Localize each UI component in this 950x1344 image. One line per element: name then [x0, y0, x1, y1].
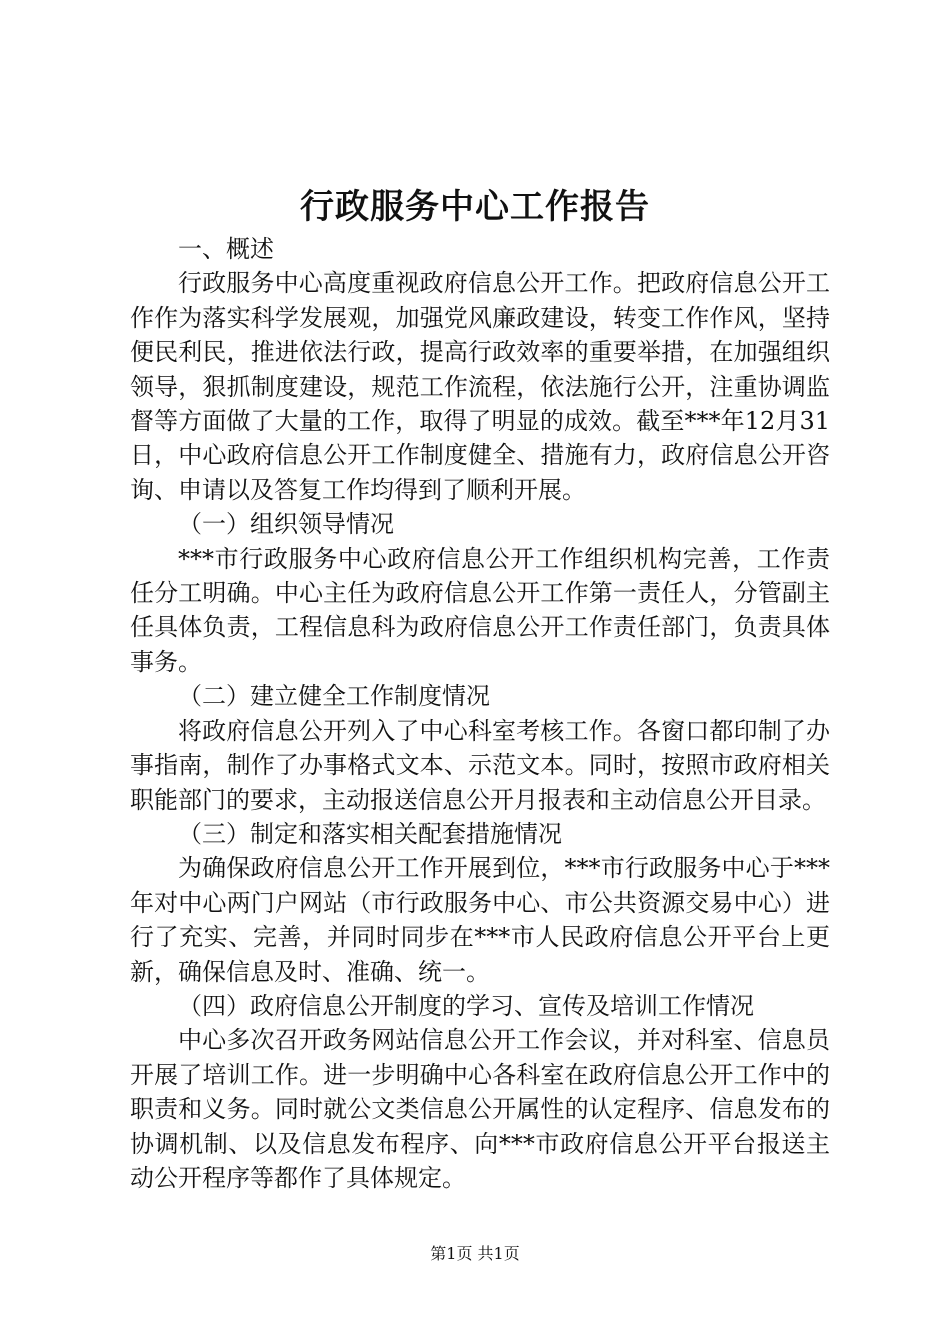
section-heading-organization: （一）组织领导情况 [178, 510, 394, 539]
paragraph-organization: ***市行政服务中心政府信息公开工作组织机构完善，工作责任分工明确。中心主任为政府信息公开工作第一责任人，分管副主任具体负责，工程信息科为政府信息公开工作责任部门，负责具体事务。 [130, 544, 830, 676]
section-heading-overview: 一、概述 [178, 235, 274, 263]
paragraph-measures: 为确保政府信息公开工作开展到位，***市行政服务中心于***年对中心两门户网站（市行政服务中心、市公共资源交易中心）进行了充实、完善，并同时同步在***市人民政府信息公开平台上更新，确保信息及时、准确、统一。 [130, 854, 830, 986]
section-heading-measures: （三）制定和落实相关配套措施情况 [178, 819, 562, 848]
document-title: 行政服务中心工作报告 [300, 187, 650, 227]
paragraph-overview: 行政服务中心高度重视政府信息公开工作。把政府信息公开工作作为落实科学发展观，加强党风廉政建设，转变工作作风，坚持便民利民，推进依法行政，提高行政效率的重要举措，在加强组织领导，狠抓制度建设，规范工作流程，依法施行公开，注重协调监督等方面做了大量的工作，取得了明显的成效。截至***年12月31日，中心政府信息公开工作制度健全、措施有力，政府信息公开咨询、申请以及答复工作均得到了顺利开展。 [130, 269, 830, 504]
section-heading-system: （二）建立健全工作制度情况 [178, 682, 490, 711]
paragraph-training: 中心多次召开政务网站信息公开工作会议，并对科室、信息员开展了培训工作。进一步明确中心各科室在政府信息公开工作中的职责和义务。同时就公文类信息公开属性的认定程序、信息发布的协调机制、以及信息发布程序、向***市政府信息公开平台报送主动公开程序等都作了具体规定。 [130, 1026, 830, 1192]
section-heading-training: （四）政府信息公开制度的学习、宣传及培训工作情况 [178, 991, 754, 1020]
page-number-footer: 第1页 共1页 [430, 1244, 520, 1263]
document-body [130, 232, 830, 1195]
paragraph-system: 将政府信息公开列入了中心科室考核工作。各窗口都印制了办事指南，制作了办事格式文本、示范文本。同时，按照市政府相关职能部门的要求，主动报送信息公开月报表和主动信息公开目录。 [130, 716, 830, 814]
